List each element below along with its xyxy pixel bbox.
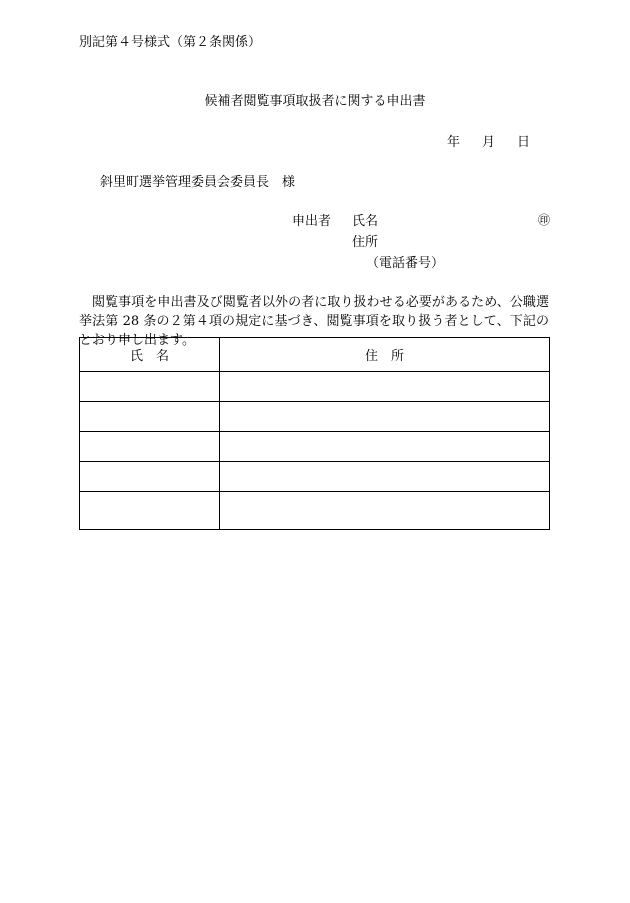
- table-row: [80, 462, 550, 492]
- address-cell[interactable]: [220, 492, 550, 530]
- document-title: 候補者閲覧事項取扱者に関する申出書: [204, 94, 426, 109]
- applicant-name-label: 氏名: [352, 214, 379, 229]
- column-header-name: 氏 名: [80, 338, 220, 372]
- body-text: 閲覧事項を申出書及び閲覧者以外の者に取り扱わせる必要があるため、公職選挙法第 28 条の２第４項の規定に基づき、閲覧事項を取り扱う者として、下記のとおり申し出ます。: [79, 295, 549, 348]
- name-cell[interactable]: [80, 402, 220, 432]
- name-cell[interactable]: [80, 492, 220, 530]
- column-header-address: 住 所: [220, 338, 550, 372]
- addressee: 斜里町選挙管理委員会委員長 様: [100, 175, 296, 190]
- address-cell[interactable]: [220, 432, 550, 462]
- applicant-phone-label: （電話番号）: [366, 256, 445, 271]
- applicant-label: 申出者: [292, 214, 332, 229]
- seal-mark: ㊞: [538, 213, 551, 227]
- table-header-row: [80, 338, 550, 372]
- address-cell[interactable]: [220, 462, 550, 492]
- date-month: 月: [482, 135, 496, 150]
- name-cell[interactable]: [80, 462, 220, 492]
- table-row: [80, 432, 550, 462]
- date-day: 日: [517, 135, 531, 150]
- handlers-table: [79, 337, 550, 530]
- table-row: [80, 492, 550, 530]
- applicant-address-label: 住所: [352, 235, 379, 250]
- name-cell[interactable]: [80, 432, 220, 462]
- date-year: 年: [447, 135, 461, 150]
- name-cell[interactable]: [80, 372, 220, 402]
- table-row: [80, 372, 550, 402]
- date-line: [447, 136, 530, 149]
- address-cell[interactable]: [220, 402, 550, 432]
- form-reference: 別記第４号様式（第２条関係）: [79, 35, 262, 50]
- address-cell[interactable]: [220, 372, 550, 402]
- table-row: [80, 402, 550, 432]
